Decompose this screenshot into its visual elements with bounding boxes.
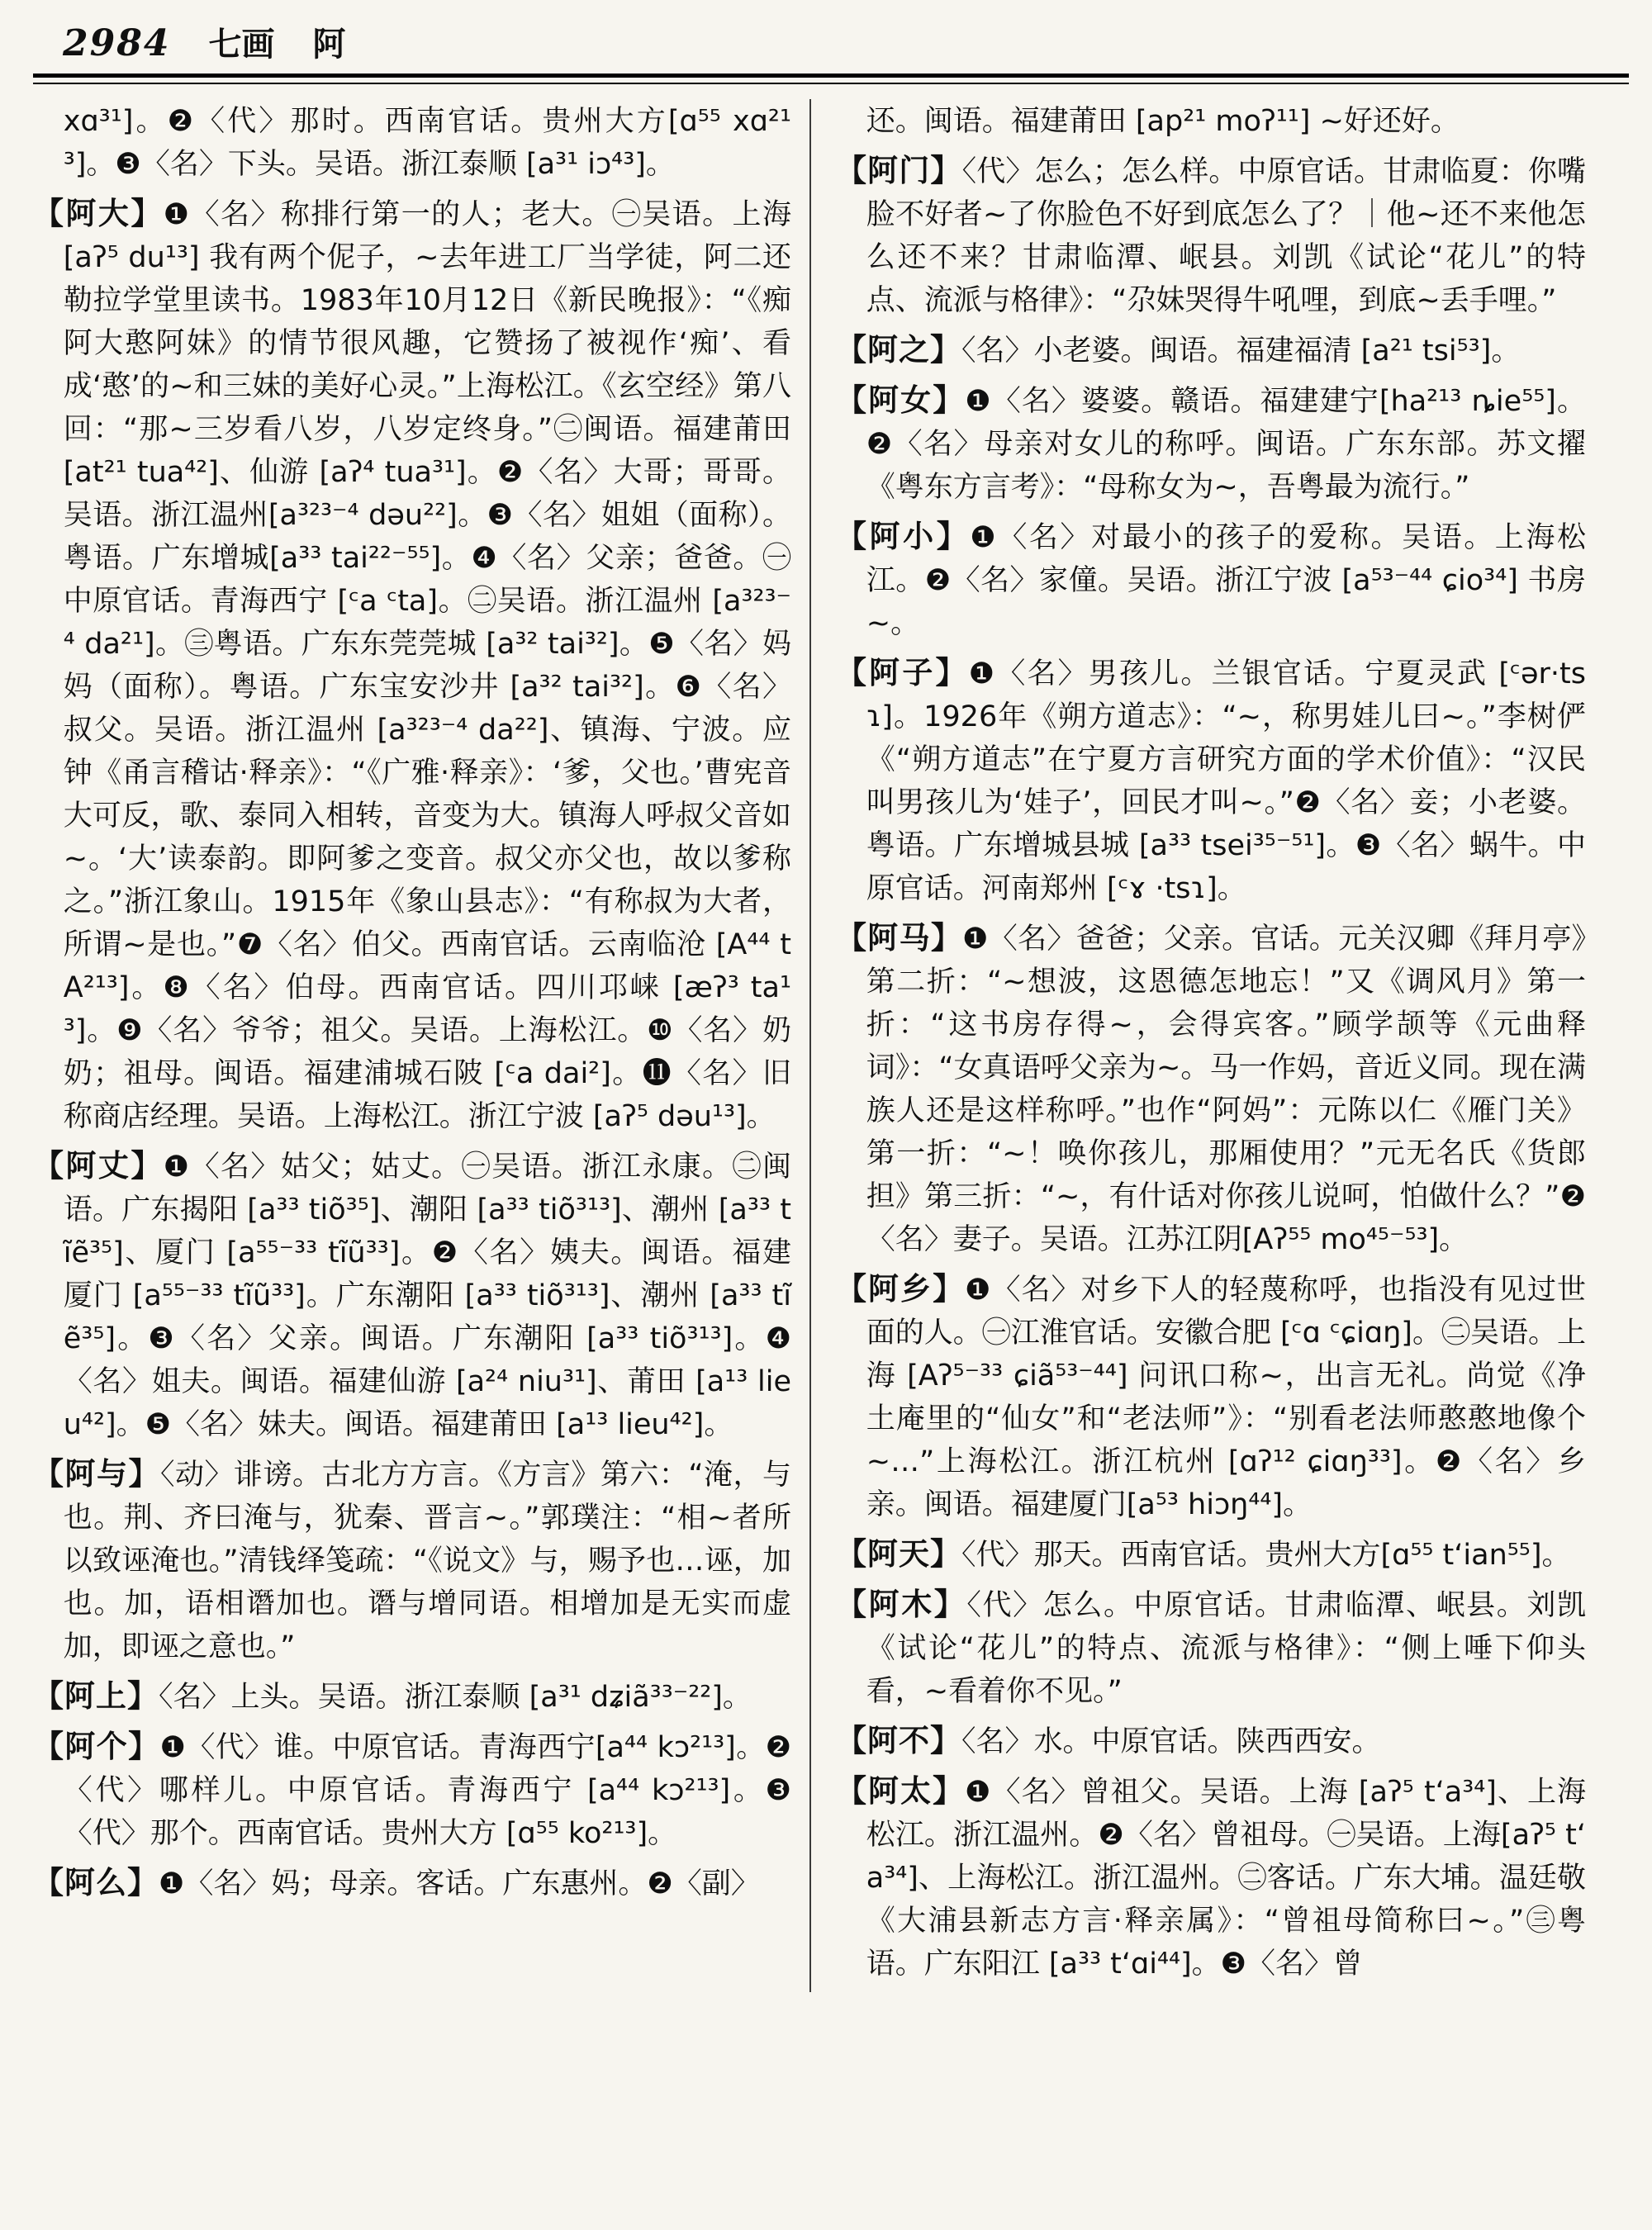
- entry-body: ❶〈代〉谁。中原官话。青海西宁[a⁴⁴ kɔ²¹³]。❷〈代〉哪样儿。中原官话。青海西宁 [a⁴⁴ kɔ²¹³]。❸〈代〉那个。西南官话。贵州大方 [ɑ⁵⁵ ko²¹³]。: [63, 1731, 792, 1850]
- entry-headword: 【阿太】: [836, 1773, 966, 1809]
- dict-entry: [836, 379, 1586, 509]
- entry-headword: 【阿女】: [836, 382, 966, 418]
- dict-entry: [836, 1268, 1586, 1526]
- entry-headword: 【阿天】: [836, 1536, 961, 1572]
- entry-headword: 【阿之】: [836, 332, 961, 368]
- left-column: [33, 99, 809, 1992]
- entry-body: 〈动〉诽谤。古北方方言。《方言》第六：“淹，与也。荆、齐曰淹与，犹秦、晋言~。”郭璞注：“相~者所以致诬淹也。”清钱绎笺疏：“《说文》与，赐予也…诬，加也。加，语相谮加也。谮与增同语。相增加是无实而虚加，即诬之意也。”: [63, 1459, 791, 1663]
- entry-body: 〈名〉小老婆。闽语。福建福清 [a²¹ tsi⁵³]。: [961, 334, 1521, 368]
- entry-body: 〈代〉怎么。中原官话。甘肃临潭、岷县。刘凯《试论“花儿”的特点、流派与格律》：“侧上唾下仰头看，~看着你不见。”: [866, 1589, 1586, 1708]
- header-rule-thin: [33, 83, 1629, 84]
- section-stroke-count: 七画: [208, 26, 275, 64]
- page-header: [33, 18, 1629, 65]
- entry-body: 〈名〉上头。吴语。浙江泰顺 [a³¹ dʑiã³³⁻²²]。: [159, 1681, 752, 1714]
- dict-entry: [33, 1675, 791, 1719]
- entry-body: 〈名〉水。中原官话。陕西西安。: [961, 1725, 1381, 1758]
- entry-headword: 【阿不】: [836, 1723, 961, 1758]
- dict-entry: [33, 1453, 791, 1668]
- entry-headword: 【阿个】: [33, 1729, 160, 1764]
- entry-headword: 【阿木】: [836, 1587, 967, 1622]
- dict-entry: [836, 1720, 1586, 1763]
- entry-headword: 【阿乡】: [836, 1271, 966, 1307]
- page-number: 2984: [63, 22, 171, 64]
- entry-headword: 【阿大】: [33, 196, 164, 231]
- dict-entry: [33, 192, 791, 1138]
- dict-entry: [836, 1533, 1586, 1577]
- entry-headword: 【阿子】: [836, 655, 969, 690]
- entry-body: ❶〈名〉爸爸；父亲。官话。元关汉卿《拜月亭》第二折：“~想波，这恩德怎地忘！”又《调风月》第一折：“这书房存得~，会得宾客。”顾学颉等《元曲释词》：“女真语呼父亲为~。马一作妈，音近义同。现在满族人还是这样称呼。”也作“阿妈”：元陈以仁《雁门关》第一折：“~！唤你孩儿，那厢使用？”元无名氏《货郎担》第三折：“~，有什话对你孩儿说呵，怕做什么？”❷〈名〉妻子。吴语。江苏江阴[Aʔ⁵⁵ mo⁴⁵⁻⁵³]。: [866, 923, 1586, 1256]
- entry-body: ❶〈名〉对乡下人的轻蔑称呼，也指没有见过世面的人。㊀江淮官话。安徽合肥 [ᶜɑ ᶜɕiɑŋ]。㊁吴语。上海 [Aʔ⁵⁻³³ ɕiã⁵³⁻⁴⁴] 问讯口称~，出言无礼。尚觉《净土庵里的“仙女”和“老法师”》：“别看老法师憨憨地像个~…”上海松江。浙江杭州 [ɑʔ¹² ɕiɑŋ³³]。❷〈名〉乡亲。闽语。福建厦门[a⁵³ hiɔŋ⁴⁴]。: [866, 1274, 1586, 1521]
- dict-entry: [836, 1770, 1586, 1986]
- dict-entry: [33, 1145, 791, 1446]
- header-rule-thick: [33, 74, 1629, 78]
- entry-body: ❶〈名〉姑父；姑丈。㊀吴语。浙江永康。㊁闽语。广东揭阳 [a³³ tiõ³⁵]、潮阳 [a³³ tiõ³¹³]、潮州 [a³³ tĩẽ³⁵]、厦门 [a⁵⁵⁻³³ tĩũ³³]。❷〈名〉姨夫。闽语。福建厦门 [a⁵⁵⁻³³ tĩũ³³]。广东潮阳 [a³³ tiõ³¹³]、潮州 [a³³ tĩẽ³⁵]。❸〈名〉父亲。闽语。广东潮阳 [a³³ tiõ³¹³]。❹〈名〉姐夫。闽语。福建仙游 [a²⁴ niu³¹]、莆田 [a¹³ lieu⁴²]。❺〈名〉妹夫。闽语。福建莆田 [a¹³ lieu⁴²]。: [63, 1151, 792, 1441]
- dict-entry: [33, 1725, 791, 1855]
- entry-body: ❶〈名〉婆婆。赣语。福建建宁[ha²¹³ ȵie⁵⁵]。❷〈名〉母亲对女儿的称呼。闽语。广东东部。苏文擢《粤东方言考》：“母称女为~，吾粤最为流行。”: [866, 385, 1586, 504]
- dict-entry: [33, 99, 791, 186]
- entry-headword: 【阿么】: [33, 1865, 159, 1900]
- entry-headword: 【阿与】: [33, 1456, 160, 1492]
- dict-entry: [33, 1862, 791, 1905]
- entry-body: 还。闽语。福建莆田 [ap²¹ moʔ¹¹] ~好还好。: [866, 105, 1460, 138]
- entry-headword: 【阿小】: [836, 519, 971, 554]
- entry-headword: 【阿门】: [836, 153, 962, 188]
- dict-entry: [836, 515, 1586, 645]
- dict-entry: [836, 99, 1586, 143]
- entry-body: ❶〈名〉曾祖父。吴语。上海 [aʔ⁵ tʻa³⁴]、上海松江。浙江温州。❷〈名〉曾祖母。㊀吴语。上海[aʔ⁵ tʻa³⁴]、上海松江。浙江温州。㊁客话。广东大埔。温廷敬《大浦县新志方言·释亲属》：“曾祖母简称曰~。”㊂粤语。广东阳江 [a³³ tʻɑi⁴⁴]。❸〈名〉曾: [866, 1776, 1587, 1981]
- entry-body: xɑ³¹]。❷〈代〉那时。西南官话。贵州大方[ɑ⁵⁵ xɑ²¹³]。❸〈名〉下头。吴语。浙江泰顺 [a³¹ iɔ⁴³]。: [63, 105, 791, 181]
- dict-entry: [836, 1583, 1586, 1713]
- right-column: [809, 99, 1586, 1992]
- entry-body: 〈代〉那天。西南官话。贵州大方[ɑ⁵⁵ tʻian⁵⁵]。: [961, 1539, 1571, 1572]
- entry-body: ❶〈名〉对最小的孩子的爱称。吴语。上海松江。❷〈名〉家僮。吴语。浙江宁波 [a⁵³⁻⁴⁴ ɕio³⁴] 书房~。: [866, 521, 1586, 640]
- dict-entry: [836, 652, 1586, 910]
- dict-entry: [836, 917, 1586, 1261]
- entry-body: ❶〈名〉称排行第一的人；老大。㊀吴语。上海 [aʔ⁵ du¹³] 我有两个伲子，~去年进工厂当学徒，阿二还勒拉学堂里读书。1983年10月12日《新民晚报》：“《痴阿大憨阿妹》的情节很风趣，它赞扬了被视作‘痴’、看成‘憨’的~和三妹的美好心灵。”上海松江。《玄空经》第八回：“那~三岁看八岁，八岁定终身。”㊁闽语。福建莆田 [at²¹ tua⁴²]、仙游 [aʔ⁴ tua³¹]。❷〈名〉大哥；哥哥。吴语。浙江温州[a³²³⁻⁴ dəu²²]。❸〈名〉姐姐（面称）。粤语。广东增城[a³³ tai²²⁻⁵⁵]。❹〈名〉父亲；爸爸。㊀中原官话。青海西宁 [ᶜa ᶜta]。㊁吴语。浙江温州 [a³²³⁻⁴ da²¹]。㊂粤语。广东东莞莞城 [a³² tai³²]。❺〈名〉妈妈（面称）。粤语。广东宝安沙井 [a³² tai³²]。❻〈名〉叔父。吴语。浙江温州 [a³²³⁻⁴ da²²]、镇海、宁波。应钟《甬言稽诂·释亲》：“《广雅·释亲》：‘爹，父也。’曹宪音大可反，歌、泰同入相转，音变为大。镇海人呼叔父音如~。‘大’读泰韵。即阿爹之变音。叔父亦父也，故以爹称之。”浙江象山。1915年《象山县志》：“有称叔为大者，所谓~是也。”❼〈名〉伯父。西南官话。云南临沧 [A⁴⁴ tA²¹³]。❽〈名〉伯母。西南官话。四川邛崃 [æʔ³ ta¹³]。❾〈名〉爷爷；祖父。吴语。上海松江。❿〈名〉奶奶；祖母。闽语。福建浦城石陂 [ᶜa dai²]。⓫〈名〉旧称商店经理。吴语。上海松江。浙江宁波 [aʔ⁵ dəu¹³]。: [63, 198, 792, 1133]
- entry-headword: 【阿马】: [836, 920, 963, 956]
- entry-body: ❶〈名〉男孩儿。兰银官话。宁夏灵武 [ᶜər·tsɿ]。1926年《朔方道志》：“~，称男娃儿曰~。”李树俨《“朔方道志”在宁夏方言研究方面的学术价值》：“汉民叫男孩儿为‘娃子’，回民才叫~。”❷〈名〉妾；小老婆。粤语。广东增城县城 [a³³ tsei³⁵⁻⁵¹]。❸〈名〉蜗牛。中原官话。河南郑州 [ᶜɤ ·tsɿ]。: [866, 657, 1587, 905]
- dict-entry: [836, 149, 1586, 322]
- entry-headword: 【阿上】: [33, 1678, 159, 1714]
- two-column-body: [33, 99, 1629, 1992]
- section-headchar: 阿: [312, 26, 346, 64]
- entry-headword: 【阿丈】: [33, 1148, 164, 1184]
- dict-entry: [836, 329, 1586, 372]
- entry-body: 〈代〉怎么；怎么样。中原官话。甘肃临夏：你嘴脸不好者~了你脸色不好到底怎么了？｜他~还不来他怎么还不来？甘肃临潭、岷县。刘凯《试论“花儿”的特点、流派与格律》：“尕妹哭得牛吼哩，到底~丢手哩。”: [866, 155, 1586, 317]
- entry-body: ❶〈名〉妈；母亲。客话。广东惠州。❷〈副〉: [159, 1867, 760, 1900]
